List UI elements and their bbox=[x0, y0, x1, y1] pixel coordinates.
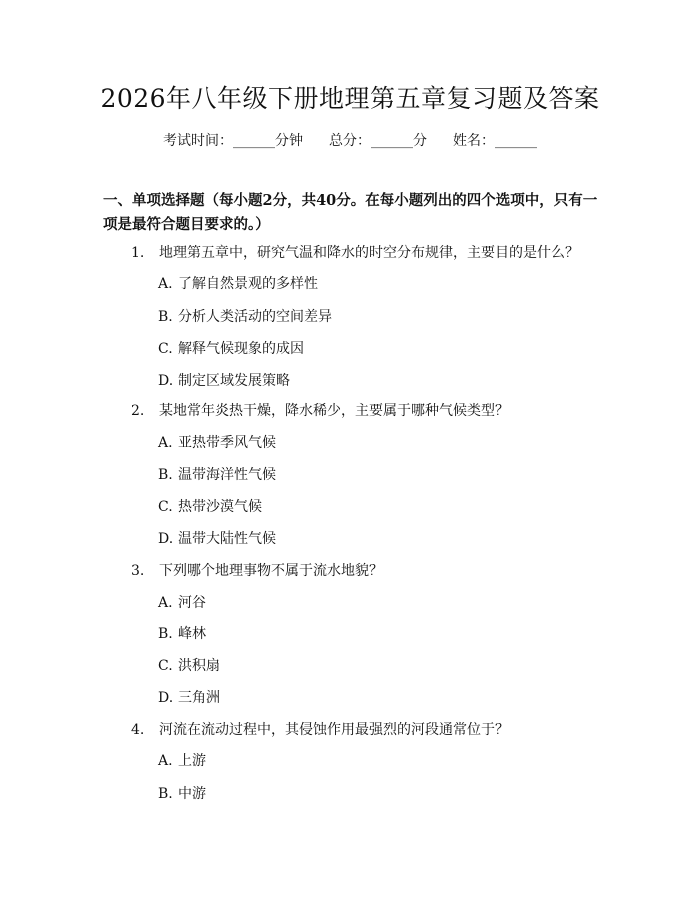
option-letter: C. bbox=[158, 341, 173, 357]
option-text: 洪积扇 bbox=[178, 658, 220, 674]
option-text: 河谷 bbox=[178, 595, 206, 611]
option-letter: B. bbox=[158, 786, 173, 802]
option-letter: A. bbox=[158, 753, 173, 769]
option-item bbox=[158, 784, 206, 804]
question-number: 1. bbox=[131, 245, 145, 261]
option-text: 上游 bbox=[178, 753, 206, 769]
option-letter: A. bbox=[158, 276, 173, 292]
option-item bbox=[158, 339, 304, 359]
option-item bbox=[158, 465, 276, 485]
option-item bbox=[158, 688, 220, 708]
option-item bbox=[158, 307, 332, 327]
question-text: 某地常年炎热干燥，降水稀少，主要属于哪种气候类型？ bbox=[159, 403, 509, 419]
option-item bbox=[158, 497, 262, 517]
document-title: 2026年八年级下册地理第五章复习题及答案 bbox=[100, 84, 600, 113]
option-text: 制定区域发展策略 bbox=[178, 373, 290, 389]
option-item bbox=[158, 529, 276, 549]
section-heading: 一、单项选择题（每小题2分，共40分。在每小题列出的四个选项中，只有一项是最符合题目要求的。） bbox=[103, 192, 598, 233]
student-name-field: 姓名：______ bbox=[453, 133, 537, 149]
option-item bbox=[158, 624, 206, 644]
option-item bbox=[158, 433, 276, 453]
option-letter: A. bbox=[158, 435, 173, 451]
question-1 bbox=[131, 243, 579, 263]
option-text: 峰林 bbox=[178, 626, 206, 642]
question-2 bbox=[131, 401, 509, 421]
option-text: 温带海洋性气候 bbox=[178, 467, 276, 483]
total-score-field: 总分：______分 bbox=[329, 133, 427, 149]
option-text: 了解自然景观的多样性 bbox=[178, 276, 318, 292]
option-text: 热带沙漠气候 bbox=[178, 499, 262, 515]
question-number: 3. bbox=[131, 563, 145, 579]
option-letter: B. bbox=[158, 626, 173, 642]
option-text: 温带大陆性气候 bbox=[178, 531, 276, 547]
exam-time-field: 考试时间：______分钟 bbox=[163, 133, 303, 149]
option-text: 三角洲 bbox=[178, 690, 220, 706]
option-item bbox=[158, 274, 318, 294]
question-number: 4. bbox=[131, 722, 145, 738]
option-item bbox=[158, 371, 290, 391]
exam-meta-line bbox=[0, 131, 700, 151]
question-text: 下列哪个地理事物不属于流水地貌？ bbox=[159, 563, 383, 579]
question-text: 地理第五章中，研究气温和降水的时空分布规律，主要目的是什么？ bbox=[159, 245, 579, 261]
question-3 bbox=[131, 561, 383, 581]
question-text: 河流在流动过程中，其侵蚀作用最强烈的河段通常位于？ bbox=[159, 722, 509, 738]
option-letter: B. bbox=[158, 309, 173, 325]
option-text: 解释气候现象的成因 bbox=[178, 341, 304, 357]
option-text: 亚热带季风气候 bbox=[178, 435, 276, 451]
question-number: 2. bbox=[131, 403, 145, 419]
option-item bbox=[158, 751, 206, 771]
option-letter: D. bbox=[158, 373, 174, 389]
option-letter: D. bbox=[158, 531, 174, 547]
option-letter: C. bbox=[158, 499, 173, 515]
option-letter: B. bbox=[158, 467, 173, 483]
question-4 bbox=[131, 720, 509, 740]
option-item bbox=[158, 593, 206, 613]
option-text: 中游 bbox=[178, 786, 206, 802]
option-letter: C. bbox=[158, 658, 173, 674]
option-text: 分析人类活动的空间差异 bbox=[178, 309, 332, 325]
option-letter: A. bbox=[158, 595, 173, 611]
option-item bbox=[158, 656, 220, 676]
option-letter: D. bbox=[158, 690, 174, 706]
